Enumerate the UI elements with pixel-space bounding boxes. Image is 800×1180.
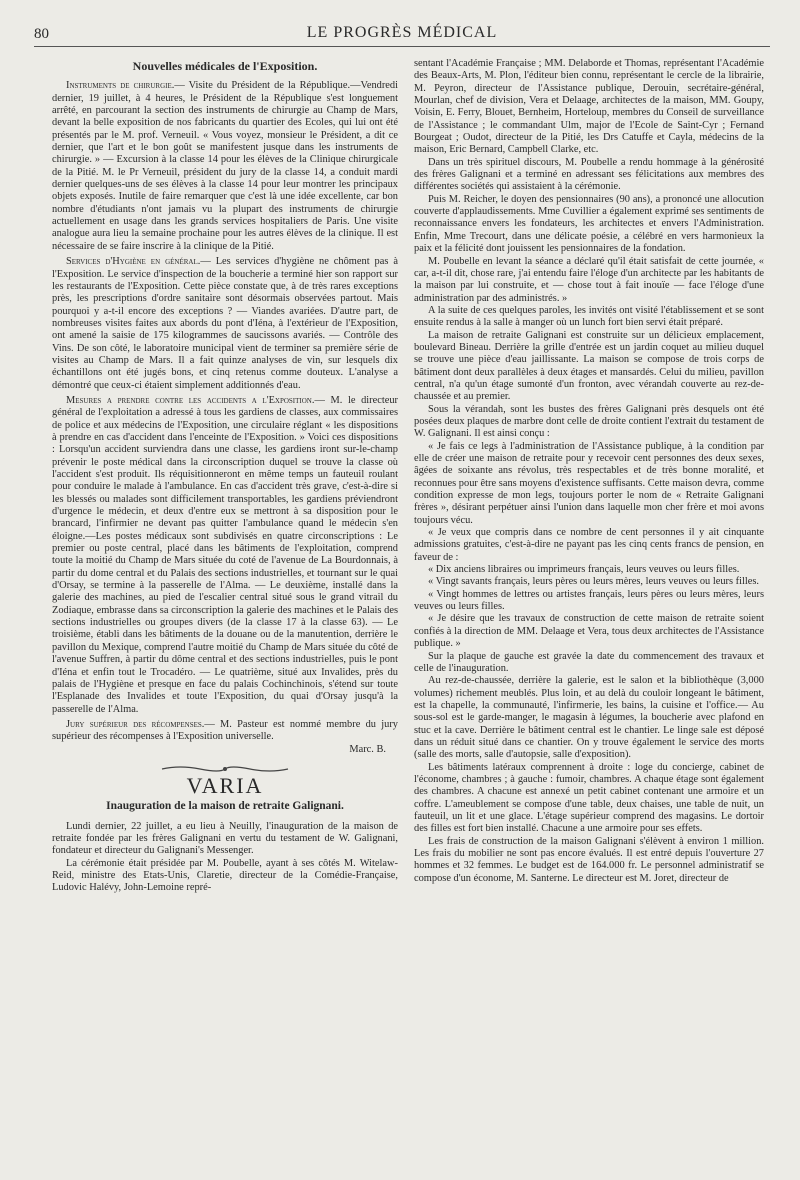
article-paragraph: A la suite de ces quelques paroles, les invités ont visité l'établissement et se sont ensuite rendus à la salle à manger où un lunch fort bien servi était préparé. — [414, 304, 764, 329]
testament-quote: « Vingt savants français, leurs pères ou leurs mères, leurs veuves ou leurs filles. — [428, 576, 760, 588]
article-paragraph: sentant l'Académie Française ; MM. Delaborde et Thomas, représentant l'Académie des Beaux-Arts, M. Plon, l'éditeur bien connu, représentant le cercle de la librairie, M. Peyron, directeur de l'Assistance publique, Derouin, secrétaire-général, Mourlan, chef de division, Vera et Delaage, architectes de la maison, MM. Goupy, Voisin, E. Ferry, Blouet, Bernheim, Horteloup, membres du Conseil de surveillance de l'Assistance ; le commandant Ulm, major de l'Ecole de Saint-Cyr ; Fernand Bourgeat ; Oudot, directeur de la Pitié, les Drs Catuffe et Cayla, médecins de la maison, Eric Bernard, Campbell Clarke, etc. — [414, 58, 764, 156]
article-paragraph: Sur la plaque de gauche est gravée la date du commencement des travaux et celle de l'inauguration. — [414, 650, 764, 674]
testament-quote: « Je désire que les travaux de construction de cette maison de retraite soient confiés à la direction de MM. Delaage et Vera, tous deux architectes de l'Assistance publique. » — [414, 613, 764, 650]
news-item-head: Instruments de chirurgie. — [66, 80, 175, 92]
article-paragraph: Sous la vérandah, sont les bustes des frères Galignani près desquels ont été posées deux plaques de marbre dont celle de droite contient l'extrait du testament de W. Galignani. Il est ainsi conçu : — [414, 403, 764, 440]
section-title: Nouvelles médicales de l'Exposition. — [132, 59, 318, 73]
testament-quote: « Vingt hommes de lettres ou artistes français, leurs pères ou leurs mères, leurs veuves ou leurs filles. — [414, 588, 764, 613]
news-item — [52, 256, 398, 392]
signature: Marc. B. — [349, 743, 386, 755]
news-item-head: Mesures a prendre contre les accidents a l'Exposition. — [66, 394, 315, 406]
right-column — [414, 58, 764, 1166]
article-paragraph: Dans un très spirituel discours, M. Poubelle a rendu hommage à la générosité des frères Galignani et a terminé en adressant ses félicitations aux membres des différentes sociétés qui assistaient à la cérémonie. — [414, 156, 764, 193]
news-item — [52, 395, 398, 716]
news-item-text: — Les services d'hygiène ne chôment pas à l'Exposition. Le service d'inspection de la boucherie a terminé hier son rapport sur les restaurants de l'Exposition. Cette pièce constate que, à de très rares exceptions près, les prescriptions d'ordre sanitaire sont désormais observées partout. Mais pourquoi y a-t-il encore des exceptions ? — Viandes avariées. D'autre part, de nombreuses visites faites aux abords du pont d'Iéna, à l'extérieur de l'Exposition, ont amené la saisie de 175 kilogrammes de saucissons avariés. — Contrôle des Vins. De son côté, le laboratoire municipal vient de terminer sa première série de visites au Champ de Mars. Il a fait quinze analyses de vin, sur lesquels dix échantillons ont été jugés bons, et cinq retenus comme douteux. L'analyse a démontré que ceux-ci étaient simplement additionnés d'eau. — [52, 256, 398, 391]
news-item — [52, 80, 398, 253]
article-paragraph: Les bâtiments latéraux comprennent à droite : loge du concierge, cabinet de l'économe, chambres ; à gauche : fumoir, chambres. A chaque étage sont également des chambres. A chacune est annexé un petit cabinet contenant une armoire et un coffre. L'ameublement se compose d'une table, deux chaises, une table de nuit, un fauteuil, un lit et une glace. L'étage supérieur comprend des magasins. Le dortoir des filles est fort bien installé. Chacune a une armoire pour ses effets. — [414, 761, 764, 835]
article-paragraph: Lundi dernier, 22 juillet, a eu lieu à Neuilly, l'inauguration de la maison de retraite fondée par les frères Galignani en vertu du testament de W. Galignani, fondateur et directeur du Galignani's Messenger. — [52, 820, 398, 857]
article-paragraph: Puis M. Reicher, le doyen des pensionnaires (90 ans), a prononcé une allocution couverte d'applaudissements. Mme Cuvillier a également exprimé ses sentiments de reconnaissance envers les fondateurs, les architectes et envers l'Administration. Enfin, Mme Trecourt, dans une délicate poésie, a célébré en vers harmonieux la paix et la félicité dont jouissent les pensionnaires de la fondation. — [414, 193, 764, 255]
news-item-head: Jury supérieur des récompenses. — [66, 718, 205, 730]
page-number: 80 — [34, 26, 49, 42]
article-paragraph: M. Poubelle en levant la séance a déclaré qu'il était satisfait de cette journée, « car, a-t-il dit, chose rare, j'ai entendu faire l'éloge d'un architecte par les habitants de la maison par lui construite, et — chose tout à fait inouïe — face l'éloge d'une administration par des administrés. » — [414, 255, 764, 304]
news-item-text: — M. le directeur général de l'exploitation a adressé à tous les gardiens de classes, aux commissaires de police et aux médecins de l'Exposition, une circulaire réglant « les dispositions à prendre en cas d'accident dans l'enceinte de l'Exposition. » Voici ces dispositions : Lorsqu'un accident surviendra dans une classe, les gardiens iront sur-le-champ prévenir le poste médical dans la circonscription duquel se trouve la classe où l'accident s'est produit. Ils réquisitionneront en même temps un fauteuil roulant pour conduire le malade à l'ambulance. En cas d'accident très grave, c'est-à-dire si les blessés ou malades sont difficilement transportables, les gardiens préviendront d'urgence le médecin, et deux d'entre eux se mettront à sa disposition pour le brancard, l'infirmier ne devant pas quitter l'ambulance quand le médecin s'en éloigne.—Les postes médicaux sont subdivisés en quatre circonscriptions : Le premier ou poste central, placé dans les bâtiments de l'exploitation, comprend toute la moitié du Champ de Mars située du coté de l'avenue de La Bourdonnais, à partir du dome central et du Palais des sections industrielles, et tournant sur le quai d'Orsay, se termine à la passerelle de l'Alma. — Le deuxième, installé dans la galerie des machines, au pied de l'escalier central situé sous le grand vitrail du Zodiaque, embrasse dans sa circonscription la galerie des machines et le Palais des sections industrielles ou groupes divers (de la classe 17 à la classe 63). — Le troisième, établi dans les bâtiments de la douane ou de la manutention, derrière le pavillon du Mexique, comprend l'autre moitié du Champ de Mars située du côté de l'avenue Suffren, à partir du dôme central et des sections industrielles, puis le pont d'Iéna et enfin tout le Trocadéro. — Le quatrième, situé aux Invalides, près du palais de l'Hygiène et presque en face du palais Cochinchinois, s'étend sur toute l'Esplanade des Invalides et toute l'Exposition, du quai d'Orsay jusqu'à la passerelle de l'Alma. — [52, 394, 398, 715]
news-item-text: — M. Pasteur est nommé membre du jury supérieur des récompenses à l'Exposition universelle. — [52, 718, 398, 743]
testament-quote: « Dix anciens libraires ou imprimeurs français, leurs veuves ou leurs filles. — [428, 564, 740, 576]
left-column — [52, 58, 398, 1166]
testament-quote: « Je fais ce legs à l'administration de l'Assistance publique, à la condition par elle de créer une maison de retraite pour y recevoir cent personnes des deux sexes, âgées de soixante ans révolus, très respectables et de très bonne moralité, et reconnues pour être sans moyens d'existence suffisants. Cette maison devra, comme condition expresse de mon legs, toujours porter le nom de « Retraite Galignani frères », désirant perpétuer ainsi l'union dans laquelle mon cher frère et moi avons toujours vécu. — [414, 440, 764, 526]
testament-quote: « Je veux que compris dans ce nombre de cent personnes il y ait cinquante admissions gratuites, c'est-à-dire ne payant pas les cinq cents francs de pension, en faveur de : — [414, 527, 764, 563]
news-item-text: — Visite du Président de la République.—Vendredi dernier, 19 juillet, à 4 heures, le Président de la République s'est longuement arrêté, en parcourant la section des instruments de chirurgie au Champ de Mars, devant la belle exposition de nos fabricants du quartier des Ecoles, qui lui ont été présentés par le M. prof. Verneuil. « Vous voyez, monsieur le Président, a dit ce dernier, que l'art et le bon goût se manifestent jusque dans les instruments de chirurgie. » — Excursion à la classe 14 pour les élèves de la Clinique chirurgicale de la Pitié. M. le Pr Verneuil, président du jury de la classe 14, a conduit mardi dernier quelques-uns de ses élèves à la classe 14 pour leur montrer les principaux objets exposés. Inutile de faire remarquer que c'est là une idée excellente, car bon nombre d'étudiants n'ont jamais vu la plupart des instruments de chirurgie actuellement en usage dans les grands services hospitaliers de Paris. Une visite analogue aura lieu la semaine prochaine pour les autres élèves de la clinique. Il est nécessaire de se faire inscrire à la clinique de la Pitié. — [52, 80, 398, 252]
page-header — [34, 24, 770, 47]
article-paragraph: La maison de retraite Galignani est construite sur un délicieux emplacement, boulevard Bineau. Derrière la grille d'entrée est un jardin coquet au milieu duquel se trouve une pièce d'eau jaillissante. La maison se compose de trois corps de bâtiment dont deux parallèles à deux étages et mansardés. Celui du milieu, pavillon central, n'a qu'un étage sumonté d'un fronton, avec vérandah couverte au rez-de-chaussée et au premier. — [414, 329, 764, 403]
article-paragraph: Au rez-de-chaussée, derrière la galerie, est le salon et la bibliothèque (3,000 volumes) richement meublés. Plus loin, et au delà du couloir longeant le bâtiment, est la chapelle, la communauté, l'infirmerie, les bains, la cuisine et l'office.— Au sous-sol est le garde-manger, le magasin à légumes, la boucherie avec plafond en stuc et la cave. Derrière le bâtiment central est le chantier. Le linge sale est déposé dans un réduit situé dans ce chantier. On y trouve également le service des morts (salle des morts, salle d'autopsie, salle d'exposition). — [414, 675, 764, 761]
news-item — [52, 719, 398, 744]
varia-title: VARIA — [186, 772, 264, 798]
running-title: LE PROGRÈS MÉDICAL — [306, 24, 498, 41]
article-paragraph: Les frais de construction de la maison Galignani s'élèvent à environ 1 million. Les frais du mobilier ne sont pas encore évalués. Il est entré depuis l'ouverture 27 hommes et 32 femmes. Le budget est de 164.000 fr. Le personnel administratif se compose d'un économe, M. Santerne. Le directeur est M. Joret, directeur de — [414, 835, 764, 884]
article-paragraph: La cérémonie était présidée par M. Poubelle, ayant à ses côtés M. Witelaw-Reid, ministre des Etats-Unis, Claretie, directeur de la Comédie-Française, Ludovic Halévy, John-Lemoine repré- — [52, 857, 398, 894]
article-title: Inauguration de la maison de retraite Galignani. — [106, 800, 344, 813]
news-item-head: Services d'Hygiène en général. — [66, 256, 201, 268]
